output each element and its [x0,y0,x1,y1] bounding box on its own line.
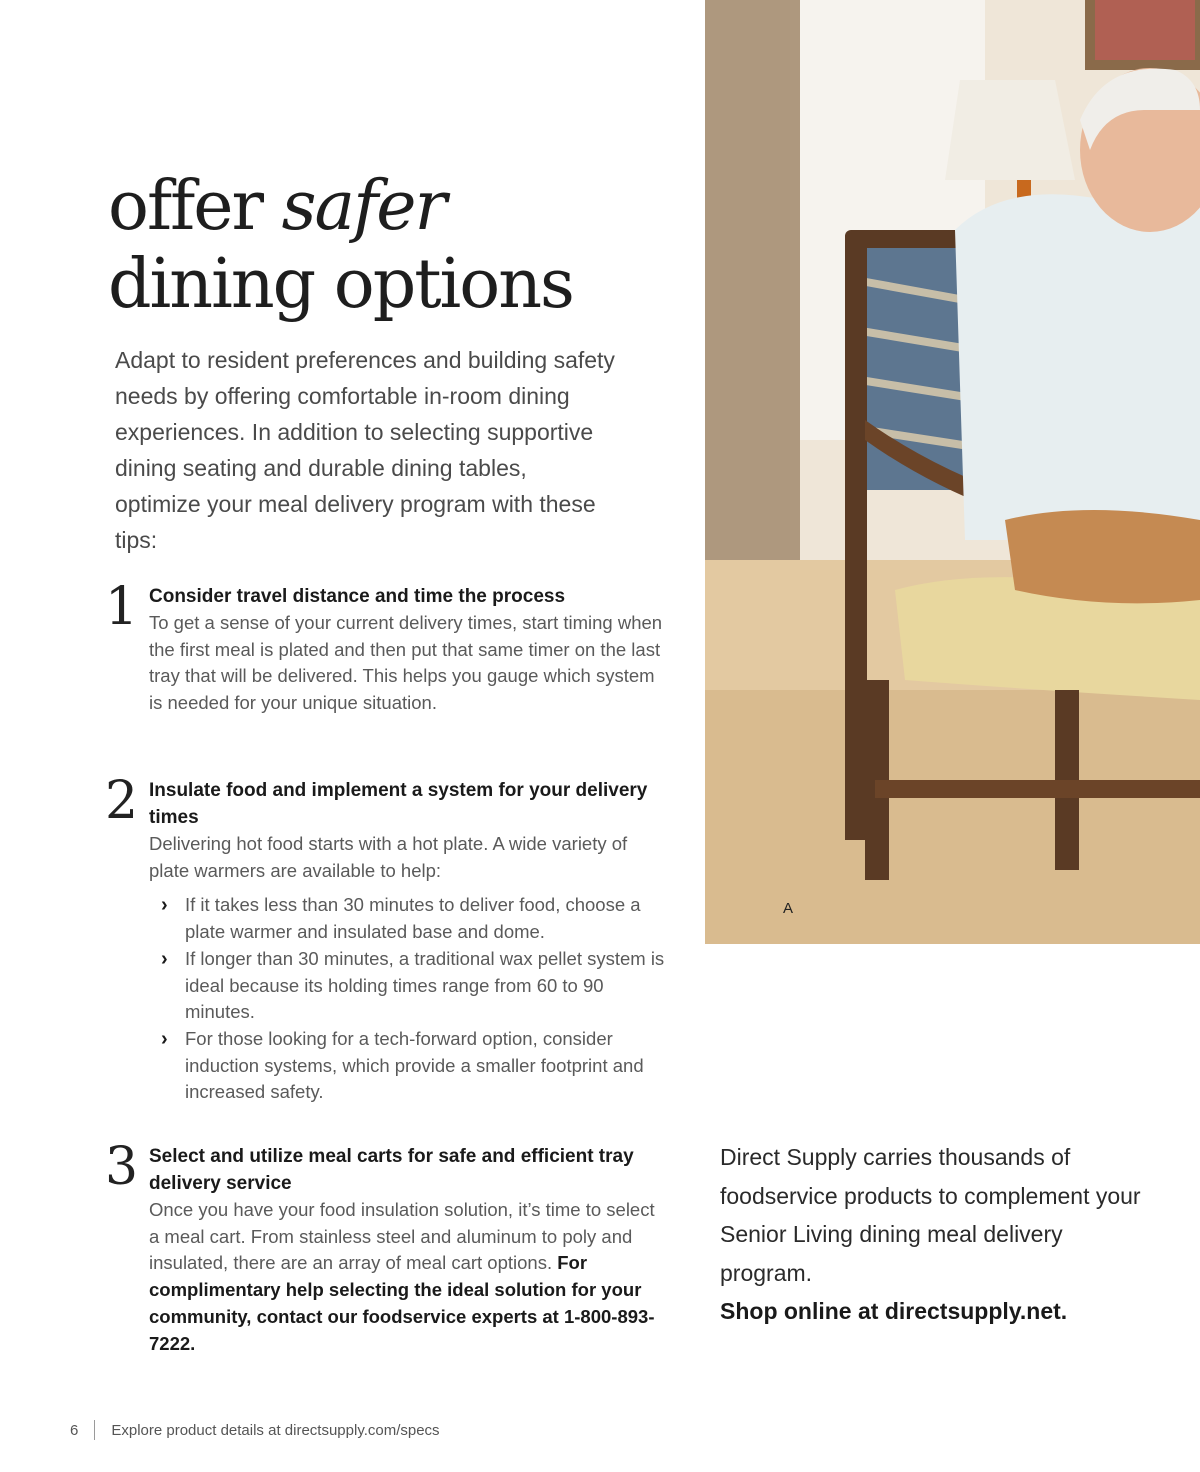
callout-regular: Direct Supply carries thousands of foodservice products to complement your Senior Living dining meal delivery program. [720,1144,1141,1286]
tip-heading: Consider travel distance and time the process [149,586,566,607]
chevron-right-icon: › [161,894,168,917]
page-number: 6 [70,1421,79,1439]
man-in-dining-chair-illustration [705,0,1200,944]
tip-text: To get a sense of your current delivery times, start timing when the first meal is plated and then put that same timer on the last tray that will be delivered. This helps you gauge which system is needed for your unique situation. [149,612,663,714]
tip-number: 1 [105,577,139,637]
title-emphasis: safer [281,167,445,246]
chevron-right-icon: › [161,1027,168,1050]
tip-3 [105,1137,665,1357]
page-title [108,168,573,324]
tip-text-bold: For complimentary help selecting the ideal solution for your community, contact our foodservice experts at 1-800-893-7222. [149,1252,655,1354]
tip-text-regular: Once you have your food insulation solution, it’s time to select a meal cart. From stainless steel and aluminum to poly and insulated, there are an array of meal cart options. [149,1199,655,1274]
list-item [161,1026,665,1106]
title-text: offer [108,167,282,246]
footer-divider [94,1420,95,1440]
photo-label: A [783,900,794,917]
list-item [161,892,665,945]
chevron-right-icon: › [161,947,168,970]
list-item [161,946,665,1026]
footer-text: Explore product details at directsupply.com/specs [111,1421,440,1439]
tip-text [149,1197,665,1357]
product-photo [705,0,1200,944]
tip-heading: Insulate food and implement a system for your delivery times [149,780,648,828]
plate-warmer-list [149,892,665,1106]
list-item-text: If longer than 30 minutes, a traditional wax pellet system is ideal because its holding times range from 60 to 90 minutes. [185,947,665,1023]
tip-1 [105,577,665,717]
callout-link-text: Shop online at directsupply.net. [720,1298,1068,1324]
tip-heading: Select and utilize meal carts for safe and efficient tray delivery service [149,1146,634,1194]
page-footer [70,1420,440,1440]
intro-paragraph: Adapt to resident preferences and building safety needs by offering comfortable in-room dining experiences. In addition to selecting supportive dining seating and durable dining tables, optimize your meal delivery program with these tips: [115,347,615,553]
tip-2 [105,771,665,1106]
list-item-text: If it takes less than 30 minutes to deliver food, choose a plate warmer and insulated base and dome. [185,894,641,943]
list-item-text: For those looking for a tech-forward option, consider induction systems, which provide a smaller footprint and increased safety. [185,1027,644,1103]
callout-text [720,1138,1160,1331]
tip-text: Delivering hot food starts with a hot plate. A wide variety of plate warmers are available to help: [149,833,628,881]
tip-number: 2 [105,771,139,831]
title-line-2: dining options [108,245,573,324]
tip-number: 3 [105,1137,139,1197]
title-line-1 [108,168,573,246]
